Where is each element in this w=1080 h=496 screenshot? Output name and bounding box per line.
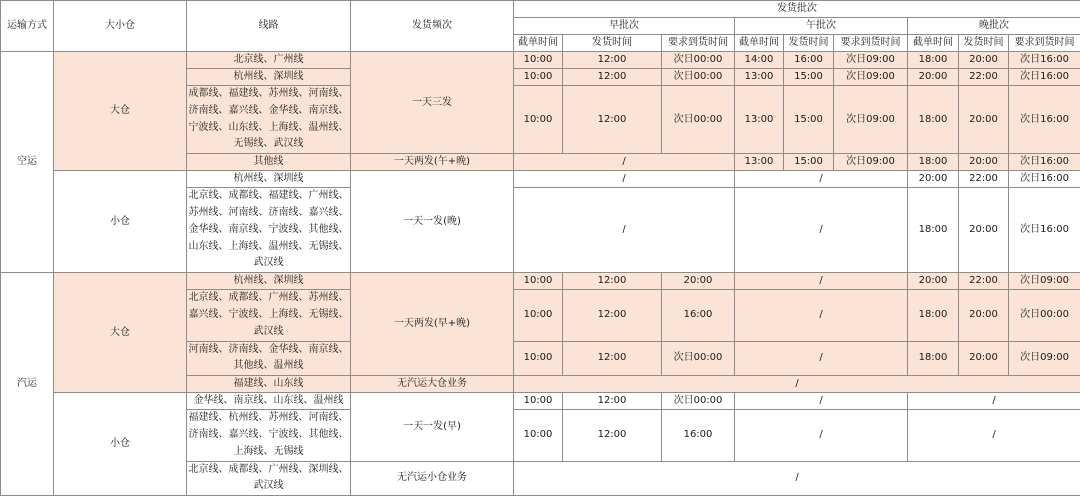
header-evening-arrive: 要求到货时间 [1009,35,1080,52]
morning-cutoff-cell: 10:00 [514,69,563,86]
mode-cell-road: 汽运 [1,273,54,496]
morning-cutoff-cell: 10:00 [514,393,563,410]
morning-ship-cell: 12:00 [563,52,662,69]
all-batches-empty-cell: / [514,461,1080,496]
all-batches-empty-cell: / [514,376,1080,393]
route-cell: 福建线、山东线 [187,376,351,393]
morning-ship-cell: 12:00 [563,69,662,86]
route-cell: 福建线、杭州线、苏州线、河南线、济南线、嘉兴线、宁波线、其他线、上海线、无锡线 [187,410,351,461]
evening-arrive-cell: 次日16:00 [1009,69,1080,86]
evening-ship-cell: 22:00 [959,273,1009,290]
morning-arrive-cell: 次日00:00 [662,52,735,69]
morning-cutoff-cell: 10:00 [514,290,563,341]
morning-arrive-cell: 20:00 [662,273,735,290]
header-morning-ship: 发货时间 [563,35,662,52]
route-cell: 杭州线、深圳线 [187,69,351,86]
noon-batch-empty-cell: / [735,410,908,461]
morning-arrive-cell: 次日00:00 [662,341,735,376]
evening-arrive-cell: 次日16:00 [1009,188,1080,273]
warehouse-cell-road-small: 小仓 [54,393,187,496]
frequency-cell: 无汽运大仓业务 [351,376,514,393]
evening-ship-cell: 20:00 [959,341,1009,376]
morning-arrive-cell: 次日00:00 [662,69,735,86]
morning-cutoff-cell: 10:00 [514,410,563,461]
frequency-cell: 一天两发(早+晚) [351,273,514,376]
morning-ship-cell: 12:00 [563,393,662,410]
evening-arrive-cell: 次日00:00 [1009,290,1080,341]
route-cell: 金华线、南京线、山东线、温州线 [187,393,351,410]
frequency-cell: 一天一发(早) [351,393,514,461]
evening-cutoff-cell: 18:00 [908,86,959,154]
morning-arrive-cell: 16:00 [662,290,735,341]
noon-batch-empty-cell: / [735,290,908,341]
evening-cutoff-cell: 20:00 [908,273,959,290]
evening-batch-empty-cell: / [908,393,1080,410]
route-cell: 北京线、成都线、福建线、广州线、苏州线、河南线、济南线、嘉兴线、金华线、南京线、宁波线、其他线、山东线、上海线、温州线、无锡线、武汉线 [187,188,351,273]
morning-batch-empty-cell: / [514,188,735,273]
table-row [1,273,1080,290]
evening-cutoff-cell: 18:00 [908,52,959,69]
noon-arrive-cell: 次日09:00 [834,154,908,171]
noon-arrive-cell: 次日09:00 [834,69,908,86]
header-noon-batch: 午批次 [735,18,908,35]
header-batches: 发货批次 [514,1,1080,18]
morning-ship-cell: 12:00 [563,341,662,376]
noon-cutoff-cell: 13:00 [735,154,784,171]
morning-arrive-cell: 次日00:00 [662,86,735,154]
noon-batch-empty-cell: / [735,188,908,273]
header-route: 线路 [187,1,351,52]
header-evening-ship: 发货时间 [959,35,1009,52]
morning-cutoff-cell: 10:00 [514,52,563,69]
morning-ship-cell: 12:00 [563,86,662,154]
header-morning-batch: 早批次 [514,18,735,35]
morning-ship-cell: 12:00 [563,410,662,461]
morning-batch-empty-cell: / [514,171,735,188]
evening-cutoff-cell: 18:00 [908,290,959,341]
warehouse-cell-air-small: 小仓 [54,171,187,273]
evening-arrive-cell: 次日16:00 [1009,52,1080,69]
evening-ship-cell: 20:00 [959,188,1009,273]
evening-ship-cell: 20:00 [959,52,1009,69]
table-row [1,52,1080,69]
route-cell: 北京线、广州线 [187,52,351,69]
noon-cutoff-cell: 14:00 [735,52,784,69]
route-cell: 其他线 [187,154,351,171]
noon-cutoff-cell: 13:00 [735,69,784,86]
evening-ship-cell: 20:00 [959,86,1009,154]
noon-cutoff-cell: 13:00 [735,86,784,154]
evening-ship-cell: 20:00 [959,290,1009,341]
morning-cutoff-cell: 10:00 [514,273,563,290]
noon-ship-cell: 15:00 [784,86,834,154]
header-noon-cutoff: 截单时间 [735,35,784,52]
noon-ship-cell: 15:00 [784,69,834,86]
noon-batch-empty-cell: / [735,341,908,376]
frequency-cell: 无汽运小仓业务 [351,461,514,496]
route-cell: 河南线、济南线、金华线、南京线、其他线、温州线 [187,341,351,376]
header-mode: 运输方式 [1,1,54,52]
table-row [1,393,1080,410]
morning-arrive-cell: 16:00 [662,410,735,461]
evening-arrive-cell: 次日16:00 [1009,171,1080,188]
morning-cutoff-cell: 10:00 [514,341,563,376]
header-row-1 [1,1,1080,18]
evening-ship-cell: 22:00 [959,69,1009,86]
warehouse-cell-road-large: 大仓 [54,273,187,393]
evening-ship-cell: 22:00 [959,171,1009,188]
noon-batch-empty-cell: / [735,171,908,188]
header-warehouse: 大小仓 [54,1,187,52]
noon-ship-cell: 16:00 [784,52,834,69]
evening-batch-empty-cell: / [908,410,1080,461]
morning-arrive-cell: 次日00:00 [662,393,735,410]
evening-cutoff-cell: 20:00 [908,171,959,188]
morning-ship-cell: 12:00 [563,290,662,341]
evening-cutoff-cell: 18:00 [908,188,959,273]
header-morning-arrive: 要求到货时间 [662,35,735,52]
noon-arrive-cell: 次日09:00 [834,52,908,69]
route-cell: 成都线、福建线、苏州线、河南线、济南线、嘉兴线、金华线、南京线、宁波线、山东线、上海线、温州线、无锡线、武汉线 [187,86,351,154]
header-evening-batch: 晚批次 [908,18,1080,35]
evening-cutoff-cell: 18:00 [908,341,959,376]
frequency-cell: 一天三发 [351,52,514,154]
evening-arrive-cell: 次日16:00 [1009,154,1080,171]
header-evening-cutoff: 截单时间 [908,35,959,52]
table-row [1,171,1080,188]
evening-arrive-cell: 次日16:00 [1009,86,1080,154]
morning-ship-cell: 12:00 [563,273,662,290]
warehouse-cell-air-large: 大仓 [54,52,187,171]
noon-ship-cell: 15:00 [784,154,834,171]
frequency-cell: 一天两发(午+晚) [351,154,514,171]
evening-cutoff-cell: 18:00 [908,154,959,171]
noon-batch-empty-cell: / [735,393,908,410]
noon-batch-empty-cell: / [735,273,908,290]
route-cell: 北京线、成都线、广州线、深圳线、武汉线 [187,461,351,496]
morning-cutoff-cell: 10:00 [514,86,563,154]
evening-cutoff-cell: 20:00 [908,69,959,86]
route-cell: 杭州线、深圳线 [187,273,351,290]
route-cell: 北京线、成都线、广州线、苏州线、嘉兴线、宁波线、上海线、无锡线、武汉线 [187,290,351,341]
mode-cell-air: 空运 [1,52,54,273]
evening-arrive-cell: 次日09:00 [1009,341,1080,376]
evening-arrive-cell: 次日09:00 [1009,273,1080,290]
morning-batch-empty-cell: / [514,154,735,171]
frequency-cell: 一天一发(晚) [351,171,514,273]
header-noon-ship: 发货时间 [784,35,834,52]
header-noon-arrive: 要求到货时间 [834,35,908,52]
noon-arrive-cell: 次日09:00 [834,86,908,154]
header-morning-cutoff: 截单时间 [514,35,563,52]
header-frequency: 发货频次 [351,1,514,52]
route-cell: 杭州线、深圳线 [187,171,351,188]
evening-ship-cell: 20:00 [959,154,1009,171]
